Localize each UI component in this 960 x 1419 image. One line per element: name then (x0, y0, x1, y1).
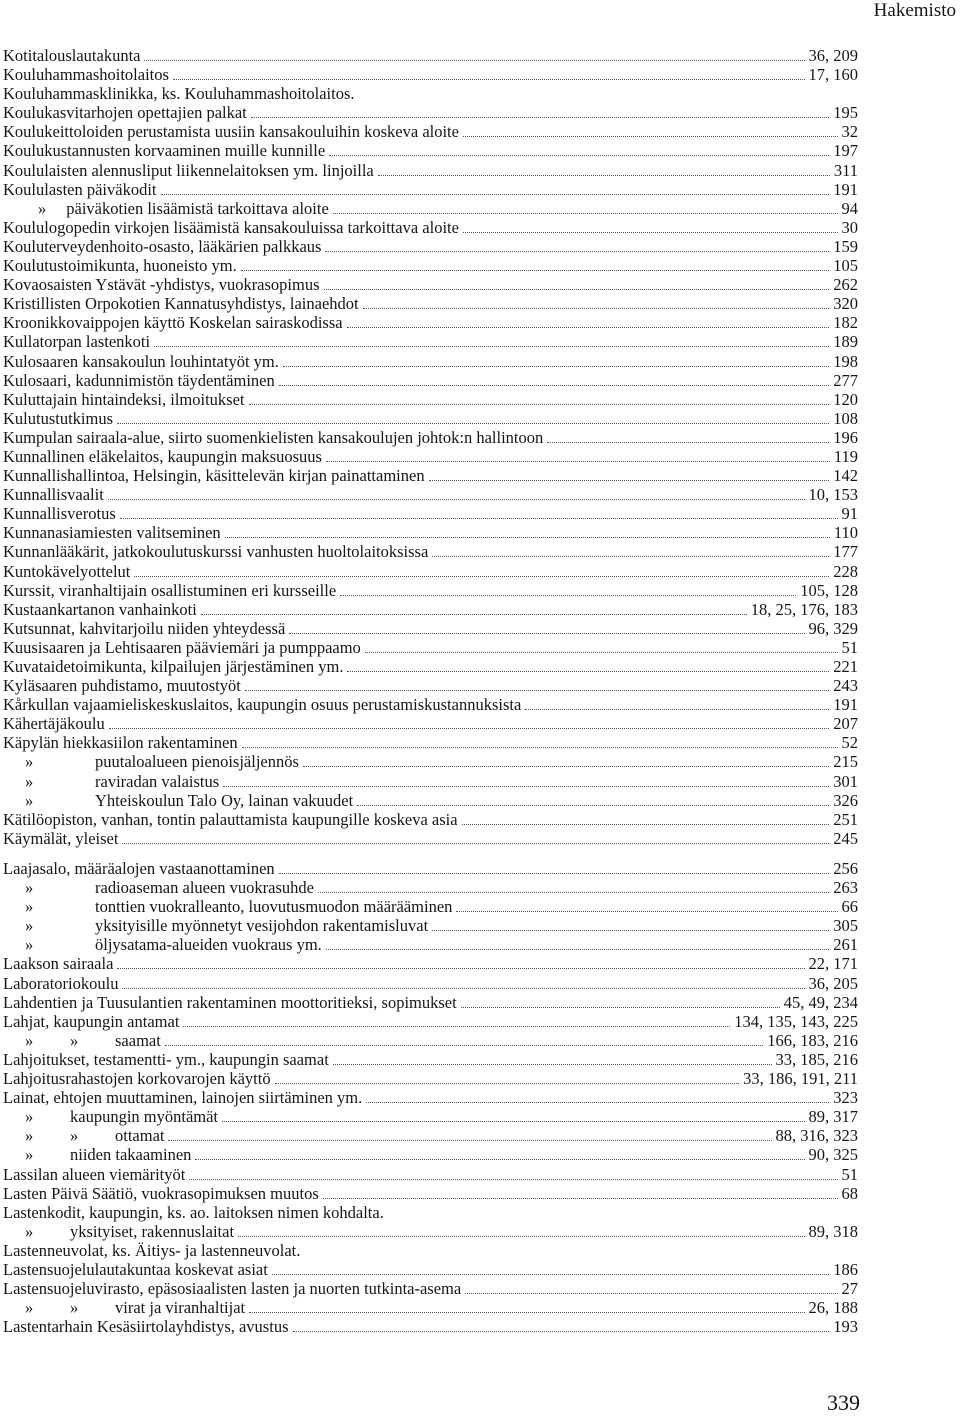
leader-dots (189, 1167, 837, 1180)
leader-dots (465, 1281, 837, 1294)
entry-pages: 36, 205 (808, 973, 858, 993)
entry-pages: 277 (833, 370, 858, 390)
entry-pages: 166, 183, 216 (767, 1030, 858, 1050)
entry-pages: 191 (833, 179, 858, 199)
leader-dots (326, 449, 830, 462)
entry-text: Kuvataidetoimikunta, kilpailujen järjestäminen ym. (3, 657, 344, 676)
entry-text: Koulukasvitarhojen opettajien palkat (3, 103, 247, 123)
index-entry (3, 676, 858, 695)
leader-dots (318, 880, 829, 893)
leader-dots (117, 411, 829, 424)
entry-text: niiden takaaminen (70, 1145, 192, 1165)
entry-pages: 142 (833, 466, 858, 486)
leader-dots (333, 201, 838, 214)
entry-pages: 243 (833, 676, 858, 696)
ditto-mark: » (25, 1221, 34, 1241)
entry-text: yksityisille myönnetyt vesijohdon rakentamisluvat (95, 916, 429, 936)
entry-text: Lastenneuvolat, ks. Äitiys- ja lastenneuvolat. (3, 1240, 301, 1260)
entry-pages: 68 (841, 1183, 858, 1203)
leader-dots (323, 1186, 838, 1199)
leader-dots (154, 334, 829, 347)
entry-text: Lahjat, kaupungin antamat (3, 1011, 180, 1031)
leader-dots (365, 640, 838, 653)
leader-dots (173, 67, 805, 80)
entry-text: Kunnallinen eläkelaitos, kaupungin maksuosuus (3, 446, 322, 466)
ditto-mark: » (25, 897, 34, 917)
entry-text: Kristillisten Orpokotien Kannatusyhdistys, lainaehdot (3, 294, 359, 314)
leader-dots (223, 774, 829, 787)
entry-pages: 89, 317 (808, 1107, 858, 1127)
index-entry (3, 581, 858, 600)
entry-pages: 32 (841, 122, 858, 142)
ditto-mark: » (25, 1145, 34, 1165)
index-entry (3, 313, 858, 332)
entry-pages: 27 (841, 1279, 858, 1299)
entry-text: Koulutustoimikunta, huoneisto ym. (3, 256, 237, 276)
entry-pages: 197 (833, 141, 858, 161)
entry-pages: 18, 25, 176, 183 (750, 599, 858, 619)
index-entry (3, 1260, 858, 1279)
entry-text: Kuntokävelyottelut (3, 561, 131, 581)
entry-pages: 91 (841, 504, 858, 524)
index-entry (3, 916, 858, 935)
index-entry (3, 733, 858, 752)
entry-pages: 193 (833, 1317, 858, 1337)
entry-pages: 51 (841, 637, 858, 657)
index-entry (3, 1279, 858, 1298)
running-header: Hakemisto (873, 0, 956, 21)
index-entry (3, 562, 858, 581)
entry-pages: 221 (833, 657, 858, 676)
leader-dots (120, 506, 838, 519)
entry-pages: 305 (833, 916, 858, 936)
entry-pages: 198 (833, 351, 858, 371)
index-entry (3, 1317, 858, 1336)
entry-text: Lastentarhain Kesäsiirtolayhdistys, avustus (3, 1317, 289, 1337)
entry-pages: 30 (841, 217, 858, 237)
index-entry (3, 447, 858, 466)
index-entry (3, 103, 858, 122)
index-entry (3, 371, 858, 390)
entry-text: Kunnanlääkärit, jatkokoulutuskurssi vanhusten huoltolaitoksissa (3, 542, 429, 562)
entry-text: Koululogopedin virkojen lisäämistä kansakouluissa tarkoittava aloite (3, 217, 459, 237)
leader-dots (161, 182, 830, 195)
index-entry (3, 275, 858, 294)
ditto-mark: » (70, 1030, 79, 1050)
entry-text: Lastensuojelulautakuntaa koskevat asiat (3, 1259, 268, 1279)
index-entry (3, 1222, 858, 1241)
entry-text: Kustaankartanon vanhainkoti (3, 599, 197, 619)
ditto-mark: » (25, 1107, 34, 1127)
index-entry (3, 65, 858, 84)
leader-dots (324, 277, 830, 290)
leader-dots (432, 544, 829, 557)
entry-text: Kullatorpan lastenkoti (3, 332, 151, 352)
entry-text: tonttien vuokralleanto, luovutusmuodon määrääminen (95, 897, 453, 917)
entry-pages: 33, 186, 191, 211 (743, 1069, 858, 1089)
entry-text: Kutsunnat, kahvitarjoilu niiden yhteydessä (3, 618, 286, 638)
entry-text: Kotitalouslautakunta (3, 46, 141, 65)
index-entry (3, 657, 858, 676)
entry-text: Laboratoriokoulu (3, 973, 119, 993)
entry-pages: 33, 185, 216 (775, 1049, 858, 1069)
index-entry (3, 619, 858, 638)
leader-dots (238, 1224, 804, 1237)
leader-dots (326, 937, 829, 950)
index-entry (3, 256, 858, 275)
ditto-mark: » (25, 771, 34, 791)
entry-text: Kuluttajain hintaindeksi, ilmoitukset (3, 389, 245, 409)
index-entry (3, 218, 858, 237)
entry-text: Koulukeittoloiden perustamista uusiin kansakouluihin koskeva aloite (3, 122, 459, 142)
index-entry (3, 1012, 858, 1031)
entry-text: Kroonikkovaippojen käyttö Koskelan sairaskodissa (3, 313, 343, 333)
leader-dots (293, 1319, 830, 1332)
index-entry (3, 600, 858, 619)
index-entry (3, 161, 858, 180)
entry-text: kaupungin myöntämät (70, 1107, 219, 1127)
entry-pages: 110 (833, 523, 858, 543)
entry-text: Lahjoitukset, testamentti- ym., kaupungin saamat (3, 1049, 329, 1069)
entry-pages: 196 (833, 427, 858, 447)
entry-text: Käymälät, yleiset (3, 828, 119, 848)
entry-pages: 119 (833, 446, 858, 466)
entry-text: päiväkotien lisäämistä tarkoittava aloite (66, 198, 329, 218)
index-entry (3, 1184, 858, 1203)
entry-text: Kunnallisvaalit (3, 485, 104, 505)
leader-dots (289, 621, 804, 634)
index-entry (3, 859, 858, 878)
leader-dots (432, 918, 829, 931)
leader-dots (222, 1109, 804, 1122)
entry-text: Kurssit, viranhaltijain osallistuminen eri kursseille (3, 580, 337, 600)
index-entry (3, 1069, 858, 1088)
ditto-mark: » (25, 1298, 34, 1318)
index-entry (3, 1145, 858, 1164)
leader-dots (251, 105, 829, 118)
index-entry (3, 46, 858, 65)
index-section-k (3, 46, 858, 848)
entry-pages: 215 (833, 752, 858, 772)
index-entry (3, 352, 858, 371)
entry-text: Kouluhammasklinikka, ks. Kouluhammashoitolaitos. (3, 84, 355, 104)
entry-pages: 120 (833, 389, 858, 409)
entry-text: Kumpulan sairaala-alue, siirto suomenkielisten kansakoulujen johtok:n hallintoon (3, 427, 544, 447)
leader-dots (340, 583, 796, 596)
entry-text: Käpylän hiekkasiilon rakentaminen (3, 733, 238, 753)
entry-pages: 26, 188 (808, 1298, 858, 1318)
page-number: 339 (827, 1390, 860, 1415)
index-entry (3, 1031, 858, 1050)
entry-pages: 320 (833, 294, 858, 314)
entry-pages: 36, 209 (808, 46, 858, 65)
index-entry (3, 752, 858, 771)
entry-pages: 134, 135, 143, 225 (734, 1011, 858, 1031)
entry-pages: 10, 153 (808, 485, 858, 505)
entry-pages: 326 (833, 790, 858, 810)
index-entry (3, 1050, 858, 1069)
leader-dots (429, 468, 830, 481)
entry-text: Kunnallisverotus (3, 504, 116, 524)
leader-dots (108, 487, 805, 500)
index-entry (3, 84, 858, 103)
entry-pages: 105, 128 (800, 580, 858, 600)
leader-dots (225, 525, 830, 538)
entry-pages: 88, 316, 323 (775, 1126, 858, 1146)
entry-pages: 108 (833, 408, 858, 428)
entry-pages: 105 (833, 256, 858, 276)
leader-dots (195, 1147, 804, 1160)
index-entry (3, 714, 858, 733)
entry-pages: 45, 49, 234 (783, 992, 858, 1012)
entry-pages: 256 (833, 859, 858, 878)
index-entry (3, 1165, 858, 1184)
entry-text: Kähertäjäkoulu (3, 714, 105, 734)
ditto-mark: » (25, 935, 34, 955)
leader-dots (347, 315, 830, 328)
entry-text: Kouluhammashoitolaitos (3, 65, 169, 85)
leader-dots (363, 296, 830, 309)
entry-text: Yhteiskoulun Talo Oy, lainan vakuudet (95, 790, 354, 810)
leader-dots (272, 1262, 829, 1275)
entry-pages: 159 (833, 236, 858, 256)
entry-pages: 90, 325 (808, 1145, 858, 1165)
entry-pages: 251 (833, 809, 858, 829)
index-entry (3, 935, 858, 954)
entry-pages: 262 (833, 275, 858, 295)
entry-text: radioaseman alueen vuokrasuhde (95, 878, 314, 898)
entry-text: Kunnallishallintoa, Helsingin, käsittelevän kirjan painattaminen (3, 466, 425, 486)
leader-dots (333, 1052, 772, 1065)
leader-dots (144, 48, 804, 61)
index-entry (3, 993, 858, 1012)
index-entry (3, 180, 858, 199)
index-entry (3, 485, 858, 504)
index-entry (3, 1298, 858, 1317)
entry-pages: 228 (833, 561, 858, 581)
entry-pages: 207 (833, 714, 858, 734)
ditto-mark: » (38, 198, 47, 218)
entry-text: Lassilan alueen viemärityöt (3, 1164, 186, 1184)
ditto-mark: » (70, 1126, 79, 1146)
ditto-mark: » (25, 752, 34, 772)
index-entry (3, 237, 858, 256)
entry-text: Kulosaari, kadunnimistön täydentäminen (3, 370, 275, 390)
leader-dots (283, 354, 829, 367)
leader-dots (134, 564, 829, 577)
entry-pages: 191 (833, 695, 858, 715)
leader-dots (525, 697, 829, 710)
index-entry (3, 122, 858, 141)
entry-pages: 195 (833, 103, 858, 123)
leader-dots (249, 392, 830, 405)
ditto-mark: » (25, 790, 34, 810)
leader-dots (165, 1033, 763, 1046)
entry-text: Koululasten päiväkodit (3, 179, 157, 199)
index-entry (3, 638, 858, 657)
ditto-mark: » (25, 916, 34, 936)
leader-dots (245, 678, 829, 691)
index-entry (3, 294, 858, 313)
leader-dots (547, 430, 829, 443)
leader-dots (168, 1128, 771, 1141)
entry-text: puutaloalueen pienoisjäljennös (95, 752, 299, 772)
entry-text: saamat (115, 1030, 161, 1050)
index-section-l (3, 859, 858, 1336)
index-entry (3, 466, 858, 485)
entry-text: virat ja viranhaltijat (115, 1298, 246, 1318)
entry-text: yksityiset, rakennuslaitat (70, 1221, 235, 1241)
entry-text: Lainat, ehtojen muuttaminen, lainojen siirtäminen ym. (3, 1088, 363, 1108)
leader-dots (329, 143, 829, 156)
leader-dots (241, 258, 830, 271)
entry-text: Lastenkodit, kaupungin, ks. ao. laitoksen nimen kohdalta. (3, 1202, 384, 1222)
index-entry (3, 810, 858, 829)
ditto-mark: » (70, 1298, 79, 1318)
index-entry (3, 1107, 858, 1126)
entry-text: Kyläsaaren puhdistamo, muutostyöt (3, 676, 241, 696)
entry-text: Koulukustannusten korvaaminen muille kunnille (3, 141, 326, 161)
entry-text: Kovaosaisten Ystävät -yhdistys, vuokrasopimus (3, 275, 320, 295)
leader-dots (279, 861, 830, 874)
index-entry (3, 390, 858, 409)
entry-text: Kulosaaren kansakoulun louhintatyöt ym. (3, 351, 279, 371)
leader-dots (366, 1090, 829, 1103)
ditto-mark: » (25, 878, 34, 898)
entry-pages: 52 (841, 733, 858, 753)
index-entry (3, 878, 858, 897)
index-entry (3, 409, 858, 428)
index-entry (3, 772, 858, 791)
entry-text: Laakson sairaala (3, 954, 114, 974)
entry-text: Kouluterveydenhoito-osasto, lääkärien palkkaus (3, 236, 322, 256)
leader-dots (357, 793, 829, 806)
entry-pages: 66 (841, 897, 858, 917)
index-entry (3, 1203, 858, 1222)
leader-dots (456, 899, 837, 912)
index-entry (3, 542, 858, 561)
leader-dots (462, 812, 830, 825)
entry-pages: 311 (833, 160, 858, 180)
leader-dots (463, 220, 838, 233)
entry-text: Lahdentien ja Tuusulantien rakentaminen moottoritieksi, sopimukset (3, 992, 457, 1012)
index-entry (3, 1241, 858, 1260)
leader-dots (122, 831, 829, 844)
entry-text: ottamat (115, 1126, 165, 1146)
leader-dots (183, 1014, 730, 1027)
entry-text: Kunnanasiamiesten valitseminen (3, 523, 221, 543)
entry-text: öljysatama-alueiden vuokraus ym. (95, 935, 322, 955)
entry-text: Kätilöopiston, vanhan, tontin palauttamista kaupungille koskeva asia (3, 809, 458, 829)
entry-pages: 96, 329 (808, 618, 858, 638)
entry-pages: 22, 171 (808, 954, 858, 974)
entry-pages: 261 (833, 935, 858, 955)
index-entry (3, 897, 858, 916)
index-entry (3, 829, 858, 848)
index-entry (3, 332, 858, 351)
entry-pages: 177 (833, 542, 858, 562)
entry-text: Lahjoitusrahastojen korkovarojen käyttö (3, 1069, 271, 1089)
leader-dots (325, 239, 829, 252)
leader-dots (378, 163, 830, 176)
entry-text: Kulutustutkimus (3, 408, 114, 428)
leader-dots (463, 124, 838, 137)
entry-text: Lastensuojeluvirasto, epäsosiaalisten lasten ja nuorten tutkinta-asema (3, 1279, 462, 1299)
entry-pages: 263 (833, 878, 858, 898)
leader-dots (117, 956, 804, 969)
index-entry (3, 791, 858, 810)
entry-text: Kuusisaaren ja Lehtisaaren pääviemäri ja pumppaamo (3, 637, 361, 657)
entry-pages: 186 (833, 1259, 858, 1279)
leader-dots (279, 373, 830, 386)
entry-text: raviradan valaistus (95, 771, 220, 791)
entry-pages: 323 (833, 1088, 858, 1108)
leader-dots (122, 976, 804, 989)
index-entry (3, 954, 858, 973)
index-entry (3, 1126, 858, 1145)
leader-dots (303, 754, 829, 767)
index-entry (3, 695, 858, 714)
leader-dots (109, 716, 830, 729)
index-entry (3, 1088, 858, 1107)
entry-text: Kårkullan vajaamieliskeskuslaitos, kaupungin osuus perustamiskustannuksista (3, 695, 522, 715)
entry-pages: 245 (833, 828, 858, 848)
leader-dots (275, 1071, 740, 1084)
entry-text: Lasten Päivä Säätiö, vuokrasopimuksen muutos (3, 1183, 319, 1203)
entry-pages: 94 (841, 198, 858, 218)
leader-dots (461, 995, 780, 1008)
entry-text: Laajasalo, määräalojen vastaanottaminen (3, 859, 275, 878)
leader-dots (249, 1300, 804, 1313)
index-entry (3, 974, 858, 993)
entry-pages: 189 (833, 332, 858, 352)
leader-dots (242, 735, 838, 748)
entry-pages: 89, 318 (808, 1221, 858, 1241)
index-entry (3, 141, 858, 160)
index-entry (3, 523, 858, 542)
index-entry (3, 504, 858, 523)
entry-text: Koululaisten alennusliput liikennelaitoksen ym. linjoilla (3, 160, 374, 180)
ditto-mark: » (25, 1126, 34, 1146)
leader-dots (201, 602, 747, 615)
entry-pages: 17, 160 (808, 65, 858, 85)
entry-pages: 51 (841, 1164, 858, 1184)
index-entry (3, 428, 858, 447)
entry-pages: 301 (833, 771, 858, 791)
index-entry (3, 199, 858, 218)
leader-dots (347, 659, 829, 672)
entry-pages: 182 (833, 313, 858, 333)
ditto-mark: » (25, 1030, 34, 1050)
